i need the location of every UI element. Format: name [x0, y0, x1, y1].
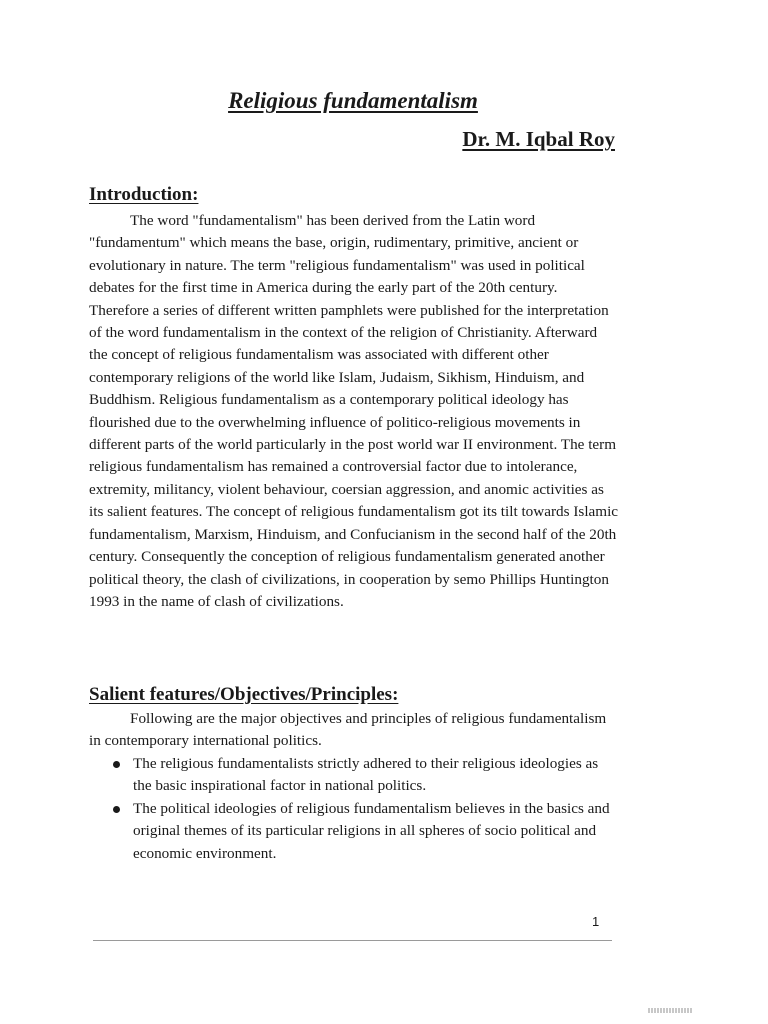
section-heading-introduction: Introduction: — [89, 184, 199, 205]
principles-list — [89, 753, 619, 865]
section-heading-salient-features: Salient features/Objectives/Principles: — [89, 684, 399, 705]
footer-divider — [93, 940, 612, 941]
list-item — [89, 798, 619, 865]
list-item-text: The religious fundamentalists strictly adhered to their religious ideologies as the basic inspirational factor in national politics. — [133, 755, 599, 795]
bullet-icon — [113, 806, 120, 813]
document-title: Religious fundamentalism — [228, 88, 478, 113]
salient-features-paragraph: Following are the major objectives and principles of religious fundamentalism in contemporary international politics. — [89, 710, 607, 750]
list-item — [89, 753, 619, 798]
scanner-watermark — [648, 1008, 692, 1013]
page-number: 1 — [592, 914, 600, 929]
author-name: Dr. M. Iqbal Roy — [462, 127, 615, 151]
bullet-icon — [113, 761, 120, 768]
introduction-paragraph: The word "fundamentalism" has been derived from the Latin word "fundamentum" which means the base, origin, rudimentary, primitive, ancient or evolutionary in nature. The term "religious fundamentalism" was used in political debates for the first time in America during the early part of the 20th century. Therefore a series of different written pamphlets were published for the interpretation of the word fundamentalism in the context of the religion of Christianity. Afterward the concept of religious fundamentalism was associated with different other contemporary religions of the world like Islam, Judaism, Sikhism, Hinduism, and Buddhism. Religious fundamentalism as a contemporary political ideology has flourished due to the overwhelming influence of politico-religious movements in different parts of the world particularly in the post world war II environment. The term religious fundamentalism has remained a controversial factor due to intolerance, extremity, militancy, violent behaviour, coersian aggression, and anomic activities as its salient features. The concept of religious fundamentalism got its tilt towards Islamic fundamentalism, Marxism, Hinduism, and Confucianism in the second half of the 20th century. Consequently the conception of religious fundamentalism generated another political theory, the clash of civilizations, in cooperation by semo Phillips Huntington 1993 in the name of clash of civilizations. — [89, 212, 619, 610]
list-item-text: The political ideologies of religious fundamentalism believes in the basics and original themes of its particular religions in all spheres of socio political and economic environment. — [133, 799, 610, 862]
